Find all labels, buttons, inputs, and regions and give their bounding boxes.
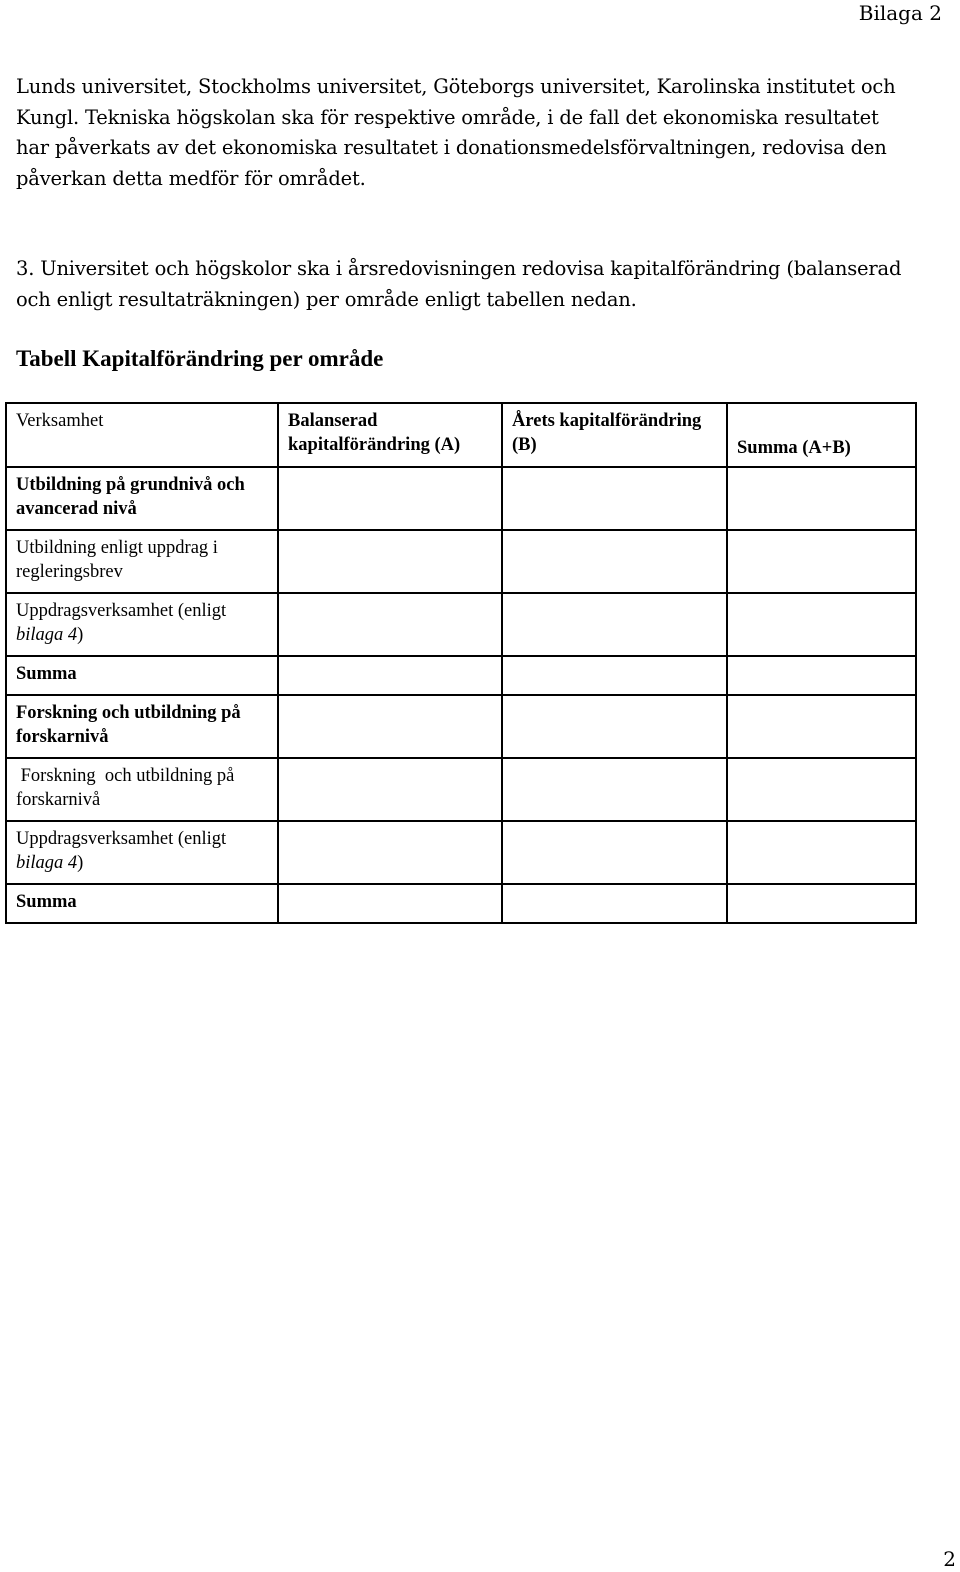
table-row	[6, 530, 916, 593]
column-header-verksamhet: Verksamhet	[6, 403, 278, 467]
table-title: Tabell Kapitalförändring per område	[16, 346, 384, 371]
column-header-summa: Summa (A+B)	[727, 403, 916, 467]
table-cell	[278, 656, 502, 695]
appendix-label: Bilaga 2	[858, 1, 942, 25]
table-cell	[727, 821, 916, 884]
row-label-italic: bilaga 4	[16, 853, 78, 873]
column-header-arets: Årets kapitalförändring (B)	[502, 403, 727, 467]
row-label-uppdragsverksamhet	[6, 593, 278, 656]
table-row	[6, 593, 916, 656]
table-cell	[727, 758, 916, 821]
row-label-summa-2: Summa	[6, 884, 278, 923]
table-cell	[727, 884, 916, 923]
table-row	[6, 467, 916, 530]
table-cell	[278, 758, 502, 821]
table-cell	[727, 593, 916, 656]
row-label-forskning-sub: Forskning och utbildning på forskarnivå	[6, 758, 278, 821]
row-label-text: Uppdragsverksamhet (enligt	[16, 829, 227, 849]
page-number: 2	[943, 1547, 956, 1571]
requirement-paragraph: 3. Universitet och högskolor ska i årsredovisningen redovisa kapitalförändring (balanserad och enligt resultaträkningen) per område enligt tabellen nedan.	[16, 257, 902, 311]
table-cell	[727, 695, 916, 758]
column-header-balanserad: Balanserad kapitalförändring (A)	[278, 403, 502, 467]
table-cell	[502, 656, 727, 695]
table-cell	[727, 467, 916, 530]
row-label-summa: Summa	[6, 656, 278, 695]
table-row	[6, 884, 916, 923]
table-cell	[727, 656, 916, 695]
row-label-utbildning-grundniva: Utbildning på grundnivå och avancerad nivå	[6, 467, 278, 530]
row-label-text: Uppdragsverksamhet (enligt	[16, 601, 227, 621]
table-cell	[727, 530, 916, 593]
table-row	[6, 758, 916, 821]
table-row	[6, 656, 916, 695]
table-cell	[278, 695, 502, 758]
table-cell	[502, 884, 727, 923]
table-cell	[278, 593, 502, 656]
row-label-forskning: Forskning och utbildning på forskarnivå	[6, 695, 278, 758]
table-cell	[278, 530, 502, 593]
table-cell	[502, 530, 727, 593]
capital-change-table	[5, 402, 917, 924]
row-label-italic: bilaga 4	[16, 625, 78, 645]
row-label-text: )	[77, 625, 84, 645]
table-cell	[502, 593, 727, 656]
table-cell	[502, 758, 727, 821]
row-label-text: )	[77, 853, 84, 873]
intro-paragraph: Lunds universitet, Stockholms universitet, Göteborgs universitet, Karolinska institutet och Kungl. Tekniska högskolan ska för respektive område, i de fall det ekonomiska resultatet har påverkats av det ekonomiska resultatet i donationsmedelsförvaltningen, redovisa den påverkan detta medför för området.	[16, 75, 896, 190]
table-cell	[278, 821, 502, 884]
row-label-utbildning-uppdrag: Utbildning enligt uppdrag i regleringsbrev	[6, 530, 278, 593]
table-cell	[502, 467, 727, 530]
table-cell	[502, 695, 727, 758]
row-label-uppdragsverksamhet-2	[6, 821, 278, 884]
table-header-row	[6, 403, 916, 467]
table-cell	[278, 467, 502, 530]
table-cell	[278, 884, 502, 923]
table-cell	[502, 821, 727, 884]
table-row	[6, 821, 916, 884]
table-row	[6, 695, 916, 758]
